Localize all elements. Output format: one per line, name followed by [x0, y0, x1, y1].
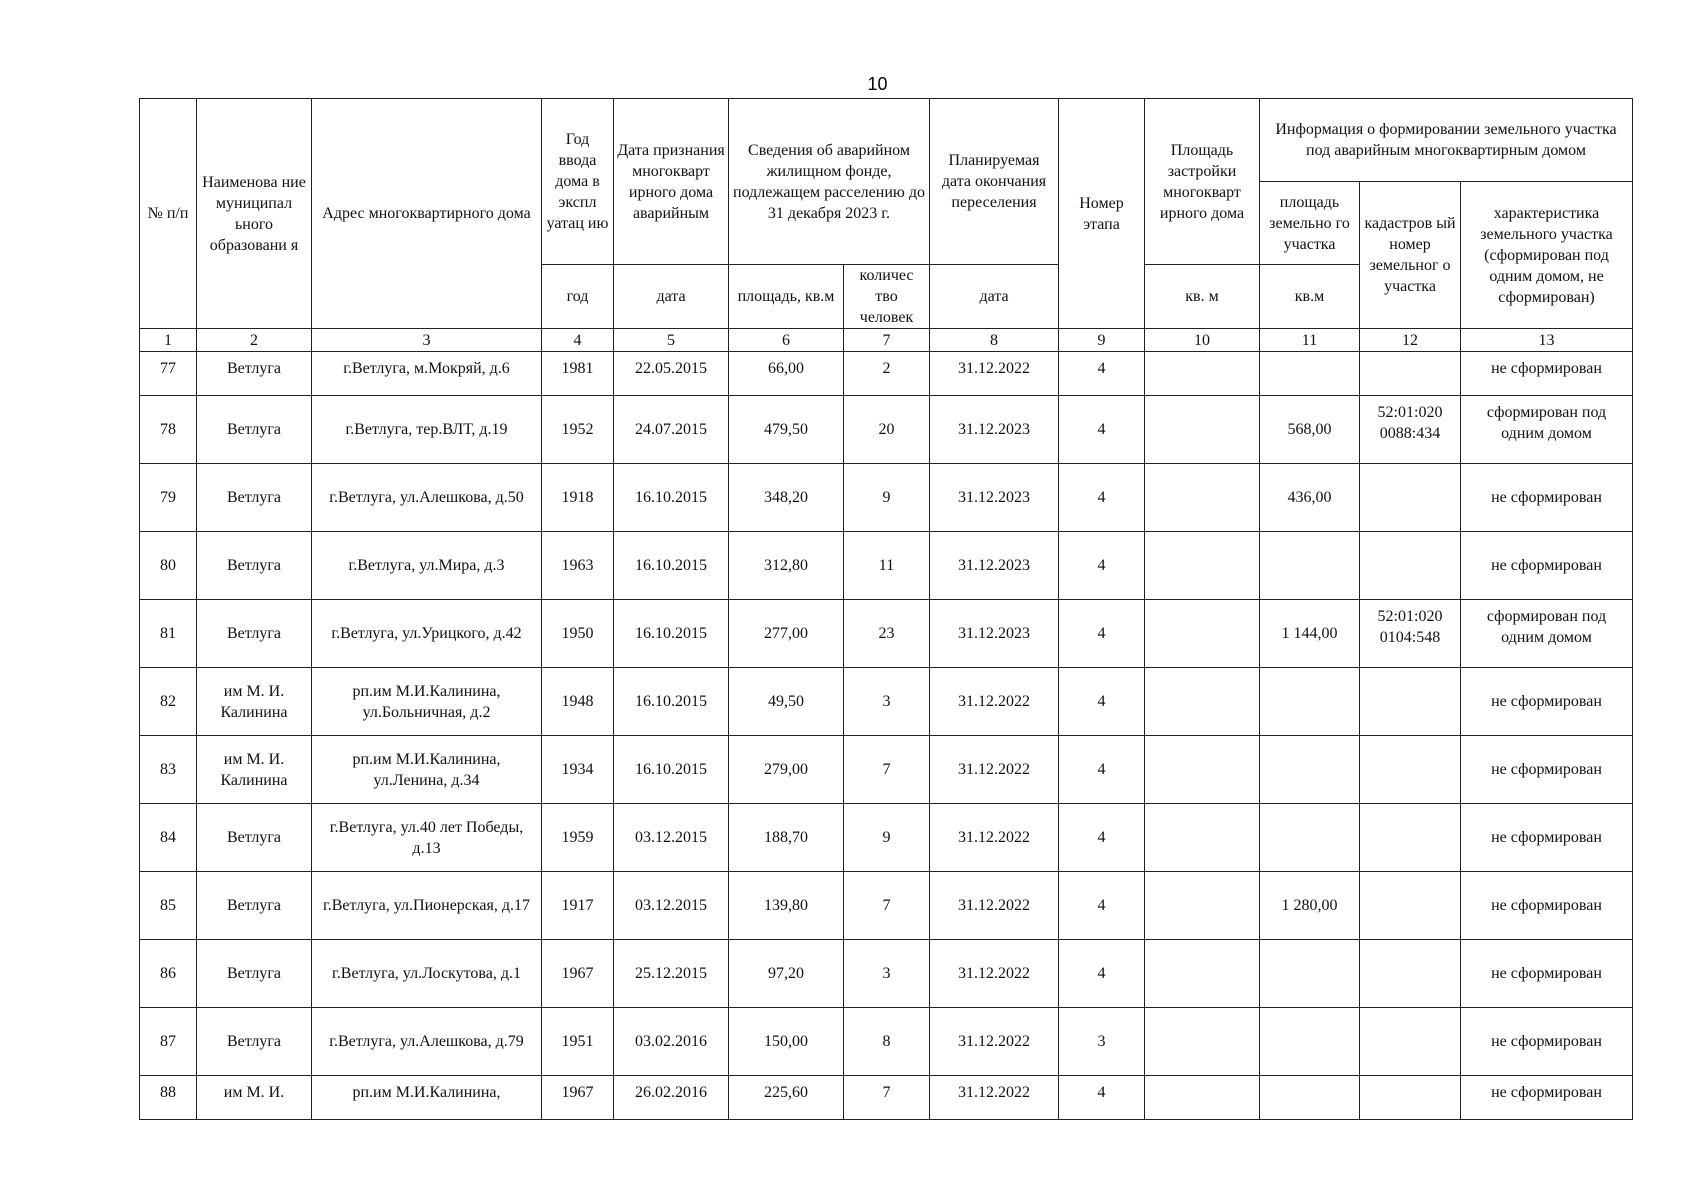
table-cell: им М. И. Калинина: [197, 668, 312, 736]
table-cell: 79: [140, 464, 197, 532]
table-cell: 20: [844, 396, 930, 464]
table-cell: 4: [1059, 600, 1145, 668]
table-cell: [1145, 600, 1260, 668]
table-cell: г.Ветлуга, ул.Алешкова, д.50: [312, 464, 542, 532]
table-cell: Ветлуга: [197, 464, 312, 532]
table-cell: 03.12.2015: [614, 872, 729, 940]
table-cell: 4: [1059, 668, 1145, 736]
table-cell: не сформирован: [1461, 804, 1633, 872]
unit-area: площадь, кв.м: [729, 265, 844, 329]
table-cell: Ветлуга: [197, 940, 312, 1008]
table-cell: не сформирован: [1461, 532, 1633, 600]
table-header: [140, 99, 1633, 352]
table-row: [140, 532, 1633, 600]
column-number: 8: [930, 329, 1059, 352]
table-cell: 81: [140, 600, 197, 668]
table-cell: 1948: [542, 668, 614, 736]
table-cell: 7: [844, 736, 930, 804]
table-cell: [1145, 668, 1260, 736]
table-cell: 11: [844, 532, 930, 600]
table-cell: 2: [844, 352, 930, 396]
table-cell: г.Ветлуга, ул.Алешкова, д.79: [312, 1008, 542, 1076]
col-header-housing-info: Сведения об аварийном жилищном фонде, подлежащем расселению до 31 декабря 2023 г.: [729, 99, 930, 265]
table-cell: 23: [844, 600, 930, 668]
table-cell: [1260, 668, 1360, 736]
table-cell: 312,80: [729, 532, 844, 600]
table-cell: 77: [140, 352, 197, 396]
col-header-number: № п/п: [140, 99, 197, 329]
table-cell: Ветлуга: [197, 804, 312, 872]
table-cell: 31.12.2023: [930, 532, 1059, 600]
table-cell: [1145, 1076, 1260, 1120]
col-header-land-characteristic: характеристика земельного участка (сформирован под одним домом, не сформирован): [1461, 182, 1633, 329]
table-cell: [1260, 736, 1360, 804]
table-cell: 8: [844, 1008, 930, 1076]
table-cell: 1967: [542, 1076, 614, 1120]
unit-year: год: [542, 265, 614, 329]
col-header-land-info: Информация о формировании земельного участка под аварийным многоквартирным домом: [1260, 99, 1633, 182]
table-cell: не сформирован: [1461, 464, 1633, 532]
column-number: 11: [1260, 329, 1360, 352]
col-header-stage: Номер этапа: [1059, 99, 1145, 329]
table-cell: 97,20: [729, 940, 844, 1008]
table-row: [140, 1008, 1633, 1076]
table-cell: 568,00: [1260, 396, 1360, 464]
table-cell: 52:01:020 0104:548: [1360, 600, 1461, 668]
table-row: [140, 600, 1633, 668]
table-body: [140, 352, 1633, 1120]
table-cell: Ветлуга: [197, 600, 312, 668]
table-cell: сформирован под одним домом: [1461, 600, 1633, 668]
table-cell: [1260, 1076, 1360, 1120]
table-cell: 16.10.2015: [614, 668, 729, 736]
table-cell: [1145, 940, 1260, 1008]
table-cell: рп.им М.И.Калинина, ул.Больничная, д.2: [312, 668, 542, 736]
table-cell: 9: [844, 804, 930, 872]
column-number-row: [140, 329, 1633, 352]
table-cell: г.Ветлуга, ул.40 лет Победы, д.13: [312, 804, 542, 872]
table-cell: 1950: [542, 600, 614, 668]
table-cell: 26.02.2016: [614, 1076, 729, 1120]
table-cell: 3: [844, 668, 930, 736]
table-cell: 52:01:020 0088:434: [1360, 396, 1461, 464]
table-cell: не сформирован: [1461, 736, 1633, 804]
table-cell: 188,70: [729, 804, 844, 872]
table-cell: рп.им М.И.Калинина, ул.Ленина, д.34: [312, 736, 542, 804]
table-cell: 83: [140, 736, 197, 804]
table-cell: [1260, 532, 1360, 600]
table-cell: [1360, 532, 1461, 600]
column-number: 6: [729, 329, 844, 352]
table-cell: 31.12.2023: [930, 464, 1059, 532]
table-cell: 25.12.2015: [614, 940, 729, 1008]
table-cell: 86: [140, 940, 197, 1008]
col-header-address: Адрес многоквартирного дома: [312, 99, 542, 329]
table-row: [140, 804, 1633, 872]
table-cell: 277,00: [729, 600, 844, 668]
table-row: [140, 872, 1633, 940]
table-cell: 82: [140, 668, 197, 736]
emergency-housing-table: [139, 98, 1633, 1120]
table-cell: г.Ветлуга, тер.ВЛТ, д.19: [312, 396, 542, 464]
table-cell: 78: [140, 396, 197, 464]
column-number: 13: [1461, 329, 1633, 352]
table-cell: 3: [1059, 1008, 1145, 1076]
table-cell: 4: [1059, 736, 1145, 804]
column-number: 7: [844, 329, 930, 352]
table-cell: 03.12.2015: [614, 804, 729, 872]
table-cell: 16.10.2015: [614, 736, 729, 804]
table-cell: 4: [1059, 804, 1145, 872]
unit-planned-date: дата: [930, 265, 1059, 329]
table-cell: [1360, 872, 1461, 940]
table-cell: 1918: [542, 464, 614, 532]
table-cell: 1963: [542, 532, 614, 600]
table-cell: [1260, 804, 1360, 872]
table-cell: 3: [844, 940, 930, 1008]
table-cell: Ветлуга: [197, 1008, 312, 1076]
table-row: [140, 464, 1633, 532]
table-row: [140, 940, 1633, 1008]
table-cell: 479,50: [729, 396, 844, 464]
table-cell: 436,00: [1260, 464, 1360, 532]
table-row: [140, 668, 1633, 736]
table-cell: 4: [1059, 940, 1145, 1008]
table-cell: [1360, 804, 1461, 872]
table-cell: 1934: [542, 736, 614, 804]
table-cell: 85: [140, 872, 197, 940]
table-cell: 1981: [542, 352, 614, 396]
col-header-municipality: Наименова ние муниципал ьного образовани я: [197, 99, 312, 329]
table-cell: [1145, 872, 1260, 940]
table-cell: Ветлуга: [197, 872, 312, 940]
column-number: 5: [614, 329, 729, 352]
table-cell: не сформирован: [1461, 668, 1633, 736]
table-cell: 31.12.2023: [930, 396, 1059, 464]
table-cell: [1360, 464, 1461, 532]
table-cell: 4: [1059, 1076, 1145, 1120]
table-cell: [1360, 1008, 1461, 1076]
column-number: 4: [542, 329, 614, 352]
col-header-recognition-date: Дата признания многокварт ирного дома аварийным: [614, 99, 729, 265]
table-cell: 31.12.2022: [930, 1008, 1059, 1076]
table-cell: [1145, 804, 1260, 872]
table-cell: 22.05.2015: [614, 352, 729, 396]
column-number: 9: [1059, 329, 1145, 352]
page-number: 10: [867, 74, 888, 94]
table-cell: [1360, 736, 1461, 804]
table-cell: 31.12.2022: [930, 804, 1059, 872]
table-cell: 49,50: [729, 668, 844, 736]
table-cell: [1145, 464, 1260, 532]
table-cell: [1145, 532, 1260, 600]
table-cell: 225,60: [729, 1076, 844, 1120]
table-cell: Ветлуга: [197, 396, 312, 464]
table-cell: не сформирован: [1461, 940, 1633, 1008]
table-cell: [1360, 1076, 1461, 1120]
table-cell: сформирован под одним домом: [1461, 396, 1633, 464]
table-cell: 1959: [542, 804, 614, 872]
table-cell: Ветлуга: [197, 532, 312, 600]
table-cell: 279,00: [729, 736, 844, 804]
table-cell: Ветлуга: [197, 352, 312, 396]
table-cell: 87: [140, 1008, 197, 1076]
table-cell: 24.07.2015: [614, 396, 729, 464]
table-cell: 4: [1059, 396, 1145, 464]
column-number: 12: [1360, 329, 1461, 352]
table-cell: 1967: [542, 940, 614, 1008]
table-row: [140, 736, 1633, 804]
table-cell: 31.12.2023: [930, 600, 1059, 668]
table-cell: [1360, 352, 1461, 396]
table-cell: не сформирован: [1461, 872, 1633, 940]
col-header-planned-date: Планируемая дата окончания переселения: [930, 99, 1059, 265]
table-cell: [1360, 668, 1461, 736]
table-cell: 03.02.2016: [614, 1008, 729, 1076]
table-cell: 9: [844, 464, 930, 532]
table-row: [140, 352, 1633, 396]
unit-building-area: кв. м: [1145, 265, 1260, 329]
table-cell: им М. И. Калинина: [197, 736, 312, 804]
table-cell: рп.им М.И.Калинина,: [312, 1076, 542, 1120]
table-cell: 31.12.2022: [930, 352, 1059, 396]
unit-date: дата: [614, 265, 729, 329]
table-cell: 31.12.2022: [930, 872, 1059, 940]
column-number: 2: [197, 329, 312, 352]
table-cell: [1145, 736, 1260, 804]
table-cell: не сформирован: [1461, 352, 1633, 396]
table-cell: 150,00: [729, 1008, 844, 1076]
table-cell: г.Ветлуга, м.Мокряй, д.6: [312, 352, 542, 396]
table-cell: 16.10.2015: [614, 464, 729, 532]
col-header-land-area: площадь земельно го участка: [1260, 182, 1360, 265]
table-cell: г.Ветлуга, ул.Пионерская, д.17: [312, 872, 542, 940]
table-cell: 1951: [542, 1008, 614, 1076]
table-cell: 7: [844, 872, 930, 940]
table-cell: 31.12.2022: [930, 1076, 1059, 1120]
table-cell: 80: [140, 532, 197, 600]
table-cell: г.Ветлуга, ул.Урицкого, д.42: [312, 600, 542, 668]
table-cell: 66,00: [729, 352, 844, 396]
table-cell: 1917: [542, 872, 614, 940]
table-cell: 1 280,00: [1260, 872, 1360, 940]
table-cell: 16.10.2015: [614, 600, 729, 668]
table-cell: г.Ветлуга, ул.Мира, д.3: [312, 532, 542, 600]
table-cell: не сформирован: [1461, 1008, 1633, 1076]
table-cell: 84: [140, 804, 197, 872]
table-cell: [1360, 940, 1461, 1008]
table-cell: 7: [844, 1076, 930, 1120]
table-cell: 1 144,00: [1260, 600, 1360, 668]
table-cell: 1952: [542, 396, 614, 464]
table-cell: не сформирован: [1461, 1076, 1633, 1120]
table-cell: 31.12.2022: [930, 736, 1059, 804]
table-cell: [1260, 352, 1360, 396]
table-cell: [1260, 940, 1360, 1008]
column-number: 1: [140, 329, 197, 352]
table-cell: [1260, 1008, 1360, 1076]
table-cell: 4: [1059, 352, 1145, 396]
unit-people: количес тво человек: [844, 265, 930, 329]
col-header-year-built: Год ввода дома в экспл уатац ию: [542, 99, 614, 265]
table-cell: [1145, 396, 1260, 464]
table-cell: 16.10.2015: [614, 532, 729, 600]
table-cell: 348,20: [729, 464, 844, 532]
table-cell: [1145, 1008, 1260, 1076]
table-cell: им М. И.: [197, 1076, 312, 1120]
column-number: 10: [1145, 329, 1260, 352]
table-cell: 4: [1059, 532, 1145, 600]
col-header-building-area: Площадь застройки многокварт ирного дома: [1145, 99, 1260, 265]
table-cell: 88: [140, 1076, 197, 1120]
unit-land-area: кв.м: [1260, 265, 1360, 329]
table-cell: [1145, 352, 1260, 396]
column-number: 3: [312, 329, 542, 352]
table-row: [140, 1076, 1633, 1120]
table-cell: 4: [1059, 464, 1145, 532]
table-cell: 139,80: [729, 872, 844, 940]
table-row: [140, 396, 1633, 464]
table-cell: г.Ветлуга, ул.Лоскутова, д.1: [312, 940, 542, 1008]
col-header-cadastral: кадастров ый номер земельног о участка: [1360, 182, 1461, 329]
table-cell: 31.12.2022: [930, 668, 1059, 736]
table-cell: 4: [1059, 872, 1145, 940]
table-cell: 31.12.2022: [930, 940, 1059, 1008]
